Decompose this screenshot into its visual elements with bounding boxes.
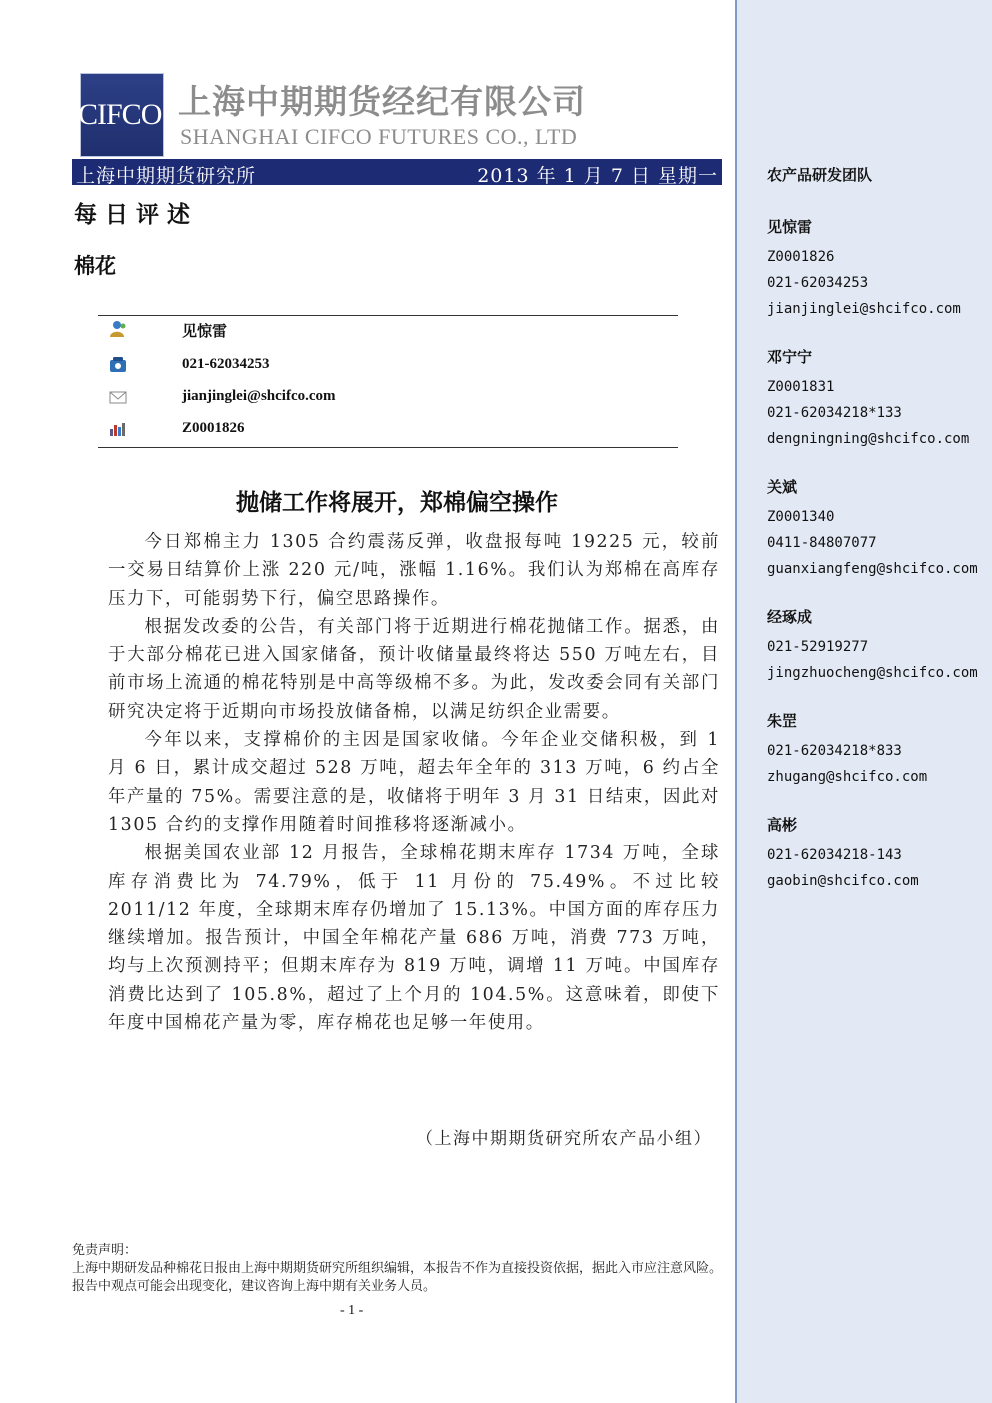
contact-divider-top — [98, 315, 678, 316]
contact-phone: 021-62034253 — [182, 356, 270, 372]
contact-name-row — [108, 320, 668, 344]
envelope-icon — [108, 388, 128, 406]
contact-email-row — [108, 388, 668, 412]
contact-email[interactable]: jianjinglei@shcifco.com — [182, 388, 336, 404]
team-member — [767, 216, 961, 322]
member-license: Z0001340 — [767, 509, 835, 525]
article-headline: 抛储工作将展开，郑棉偏空操作 — [236, 490, 558, 516]
contact-phone-row — [108, 356, 668, 380]
member-email[interactable]: guanxiangfeng@shcifco.com — [767, 561, 978, 577]
member-license: Z0001826 — [767, 249, 835, 265]
article-paragraph: 根据发改委的公告，有关部门将于近期进行棉花抛储工作。据悉，由于大部分棉花已进入国家储备，预计收储量最终将达 550 万吨左右，目前市场上流通的棉花特别是中高等级棉不多。为此，发改委会同有关部门研究决定将于近期向市场投放储备棉，以满足纺织企业需要。 — [108, 616, 720, 722]
member-name: 高彬 — [767, 816, 798, 834]
section-title: 每日评述 — [74, 201, 198, 228]
chart-icon — [108, 420, 128, 438]
contact-license-row — [108, 420, 668, 444]
contact-name: 见惊雷 — [182, 324, 228, 340]
phone-icon — [108, 356, 128, 374]
sidebar-title: 农产品研发团队 — [767, 166, 873, 184]
member-email[interactable]: dengningning@shcifco.com — [767, 431, 970, 447]
team-member — [767, 606, 978, 686]
member-phone: 021-52919277 — [767, 639, 869, 655]
member-email[interactable]: zhugang@shcifco.com — [767, 769, 928, 785]
team-member — [767, 710, 927, 790]
article-body — [108, 528, 720, 1037]
member-name: 邓宁宁 — [767, 348, 813, 366]
member-email[interactable]: gaobin@shcifco.com — [767, 873, 919, 889]
person-icon — [108, 320, 128, 338]
team-member — [767, 346, 969, 452]
article-paragraph: 今日郑棉主力 1305 合约震荡反弹，收盘报每吨 19225 元，较前一交易日结算价上涨 220 元/吨，涨幅 1.16%。我们认为郑棉在高库存压力下，可能弱势下行，偏空思路操作。 — [108, 532, 720, 609]
page-number: - 1 - — [340, 1303, 364, 1318]
company-name-en: SHANGHAI CIFCO FUTURES CO., LTD — [180, 124, 578, 149]
member-phone: 021-62034218*833 — [767, 743, 902, 759]
logo-text: CIFCO — [78, 98, 162, 131]
disclaimer-title: 免责声明： — [72, 1243, 138, 1258]
team-member — [767, 814, 919, 894]
team-sidebar — [735, 0, 992, 1403]
member-email[interactable]: jianjinglei@shcifco.com — [767, 301, 961, 317]
member-license: Z0001831 — [767, 379, 835, 395]
report-date: 2013 年 1 月 7 日 星期一 — [477, 165, 718, 187]
category-title: 棉花 — [74, 253, 116, 278]
institute-name: 上海中期期货研究所 — [76, 165, 257, 187]
member-phone: 021-62034253 — [767, 275, 869, 291]
contact-license: Z0001826 — [182, 420, 245, 436]
article-paragraph: 今年以来，支撑棉价的主因是国家收储。今年企业交储积极，到 1 月 6 日，累计成交超过 528 万吨，超去年全年的 313 万吨，6 约占全年产量的 75%。需要注意的是，收储将于明年 3 月 31 日结束，因此对 1305 合约的支撑作用随着时间推移将逐渐减小。 — [108, 730, 720, 835]
article-paragraph: 根据美国农业部 12 月报告，全球棉花期末库存 1734 万吨，全球库存消费比为 74.79%，低于 11 月份的 75.49%。不过比较 2011/12 年度，全球期末库存仍增加了 15.13%。中国方面的库存压力继续增加。报告预计，中国全年棉花产量 686 万吨，消费 773 万吨，均与上次预测持平；但期末库存为 819 万吨，调增 11 万吨。中国库存消费比达到了 105.8%，超过了上个月的 104.5%。这意味着，即使下年度中国棉花产量为零，库存棉花也足够一年使用。 — [108, 843, 720, 1034]
disclaimer-text: 上海中期研发品种棉花日报由上海中期期货研究所组织编辑，本报告不作为直接投资依据，据此入市应注意风险。报告中观点可能会出现变化，建议咨询上海中期有关业务人员。 — [72, 1261, 723, 1294]
team-member — [767, 476, 978, 582]
member-email[interactable]: jingzhuocheng@shcifco.com — [767, 665, 978, 681]
member-phone: 0411-84807077 — [767, 535, 877, 551]
article-signature: （上海中期期货研究所农产品小组） — [416, 1129, 712, 1149]
member-phone: 021-62034218-143 — [767, 847, 902, 863]
member-name: 见惊雷 — [767, 218, 813, 236]
title-bar — [72, 159, 722, 185]
member-name: 朱罡 — [767, 712, 798, 730]
company-logo — [80, 73, 164, 157]
member-name: 经琢成 — [767, 608, 813, 626]
disclaimer — [72, 1242, 722, 1296]
company-name-cn: 上海中期期货经纪有限公司 — [178, 82, 586, 121]
member-name: 关斌 — [767, 478, 798, 496]
member-phone: 021-62034218*133 — [767, 405, 902, 421]
contact-divider-bottom — [98, 447, 678, 448]
